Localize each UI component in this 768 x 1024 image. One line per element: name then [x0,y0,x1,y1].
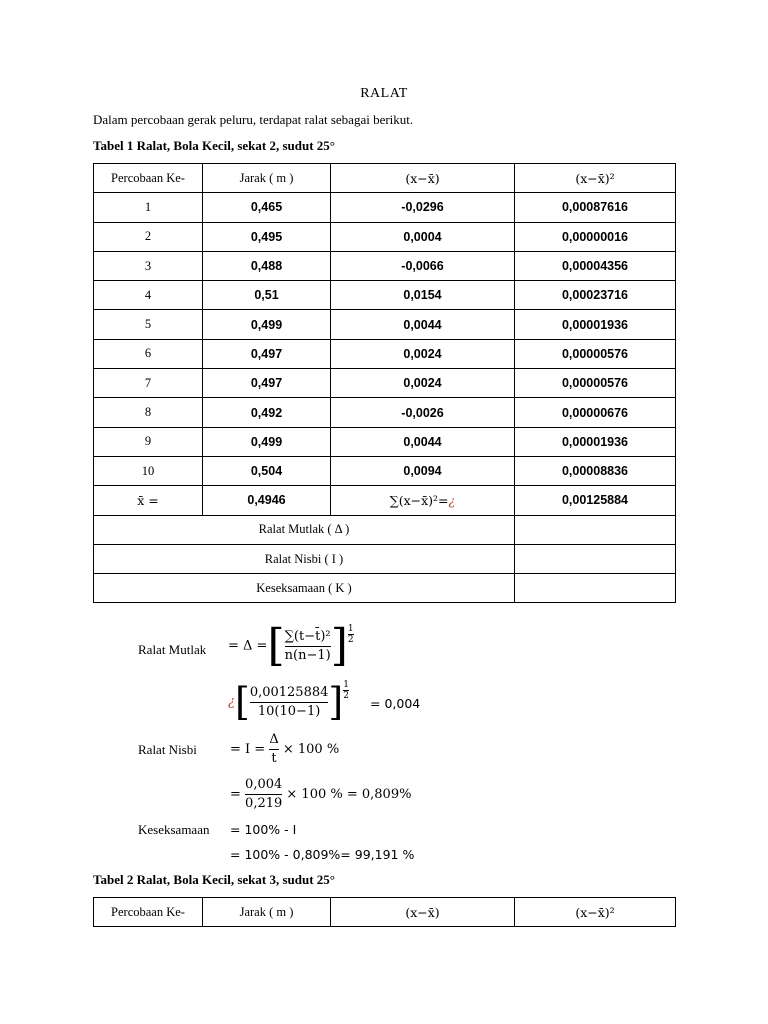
header-percobaan: Percobaan Ke- [94,164,203,193]
table2-header-row [94,898,676,927]
nisbi-denominator: t̄ [269,749,278,768]
header-deviation-squared: (x−x̄)² [515,898,676,927]
deviation-squared-value: 0,00001936 [515,427,676,456]
exp-den: 2 [343,691,349,701]
deviation-squared-value: 0,00000016 [515,222,676,251]
half-exponent [343,680,349,701]
footer-empty-cell [515,515,676,544]
footer-row [94,574,676,603]
page-title: RALAT [360,86,408,101]
trial-number: 8 [94,398,203,427]
footer-label: Ralat Nisbi ( I ) [94,544,515,573]
calc-numerator: 0,00125884 [249,684,329,700]
keseksamaan-line2: = 100% - 0,809%= 99,191 % [230,847,415,862]
right-bracket: ] [330,620,348,671]
nisbi2-tail: × 100 % = 0,809% [286,787,412,802]
footer-empty-cell [515,574,676,603]
deviation-squared-value: 0,00001936 [515,310,676,339]
jarak-value: 0,51 [203,281,331,310]
jarak-value: 0,497 [203,339,331,368]
deviation-squared-value: 0,00008836 [515,456,676,485]
sum-value: 0,00125884 [515,486,676,515]
footer-row [94,544,676,573]
ralat-nisbi-formula [230,731,339,768]
table-row [94,339,676,368]
summary-row [94,486,676,515]
sum-formula [331,486,515,515]
mutlak-lhs: = Δ = [228,638,268,654]
nisbi-lhs: = I = [230,742,266,757]
jarak-value: 0,465 [203,193,331,222]
jarak-value: 0,488 [203,251,331,280]
deviation-value: -0,0296 [331,193,515,222]
deviation-squared-value: 0,00087616 [515,193,676,222]
nisbi2-numerator: 0,004 [245,777,283,792]
table-row [94,398,676,427]
sum-label: ∑(x−x̄)²= [389,492,449,508]
trial-number: 7 [94,369,203,398]
header-jarak: Jarak ( m ) [203,898,331,927]
mean-value: 0,4946 [203,486,331,515]
nisbi2-fraction [245,776,282,813]
ralat-mutlak-calc [228,680,349,724]
nisbi-numerator: Δ [269,732,279,747]
ralat-mutlak-formula [228,620,354,671]
deviation-squared-value: 0,00004356 [515,251,676,280]
deviation-value: 0,0004 [331,222,515,251]
table1-header-row [94,164,676,193]
jarak-value: 0,495 [203,222,331,251]
table2 [93,897,676,927]
ralat-nisbi-calc [230,776,411,813]
ralat-nisbi-label: Ralat Nisbi [138,742,197,757]
right-bracket: ] [328,680,344,724]
nisbi-fraction [269,731,278,768]
half-exponent [348,624,354,645]
jarak-value: 0,499 [203,310,331,339]
table-row [94,310,676,339]
footer-row [94,515,676,544]
ralat-mutlak-label: Ralat Mutlak [138,642,207,657]
deviation-value: -0,0066 [331,251,515,280]
header-deviation: (x−x̄) [331,898,515,927]
exp-num: 1 [347,624,354,634]
trial-number: 10 [94,456,203,485]
calc-glyph: ¿ [228,694,235,710]
deviation-value: 0,0024 [331,369,515,398]
trial-number: 5 [94,310,203,339]
sum-glyph: ¿ [448,492,456,508]
calc-fraction [250,684,329,721]
header-deviation: (x−x̄) [331,164,515,193]
table-row [94,251,676,280]
mutlak-numerator: ∑(t−t̄)² [284,628,331,644]
trial-number: 1 [94,193,203,222]
deviation-squared-value: 0,00000576 [515,369,676,398]
table-row [94,281,676,310]
header-percobaan: Percobaan Ke- [94,898,203,927]
table-row [94,193,676,222]
trial-number: 4 [94,281,203,310]
jarak-value: 0,504 [203,456,331,485]
table-row [94,427,676,456]
header-jarak: Jarak ( m ) [203,164,331,193]
deviation-value: 0,0024 [331,339,515,368]
trial-number: 6 [94,339,203,368]
deviation-squared-value: 0,00023716 [515,281,676,310]
table-row [94,456,676,485]
intro-text: Dalam percobaan gerak peluru, terdapat ralat sebagai berikut. [93,112,414,127]
trial-number: 2 [94,222,203,251]
table1-caption: Tabel 1 Ralat, Bola Kecil, sekat 2, sudut 25° [93,138,335,153]
jarak-value: 0,492 [203,398,331,427]
footer-label: Ralat Mutlak ( Δ ) [94,515,515,544]
trial-number: 9 [94,427,203,456]
exp-num: 1 [343,680,349,690]
mutlak-denominator: n(n−1) [284,647,331,663]
calc-result: = 0,004 [370,696,421,711]
deviation-value: 0,0044 [331,427,515,456]
table-row [94,369,676,398]
header-deviation-squared: (x−x̄)² [515,164,676,193]
deviation-value: 0,0154 [331,281,515,310]
calc-denominator: 10(10−1) [250,702,329,721]
deviation-value: 0,0094 [331,456,515,485]
jarak-value: 0,497 [203,369,331,398]
nisbi-tail: × 100 % [282,742,340,757]
deviation-value: -0,0026 [331,398,515,427]
mean-label: x̄ = [94,486,203,515]
deviation-squared-value: 0,00000576 [515,339,676,368]
trial-number: 3 [94,251,203,280]
mutlak-fraction [285,628,331,665]
nisbi2-denominator: 0,219 [245,796,283,811]
keseksamaan-line1: = 100% - I [230,822,297,837]
jarak-value: 0,499 [203,427,331,456]
left-bracket: [ [267,620,285,671]
footer-label: Keseksamaan ( K ) [94,574,515,603]
deviation-squared-value: 0,00000676 [515,398,676,427]
left-bracket: [ [234,680,250,724]
keseksamaan-label: Keseksamaan [138,822,210,837]
nisbi2-eq: = [230,787,241,802]
deviation-value: 0,0044 [331,310,515,339]
table1 [93,163,676,603]
table2-caption: Tabel 2 Ralat, Bola Kecil, sekat 3, sudut 25° [93,872,335,887]
exp-den: 2 [347,635,354,645]
footer-empty-cell [515,544,676,573]
table-row [94,222,676,251]
